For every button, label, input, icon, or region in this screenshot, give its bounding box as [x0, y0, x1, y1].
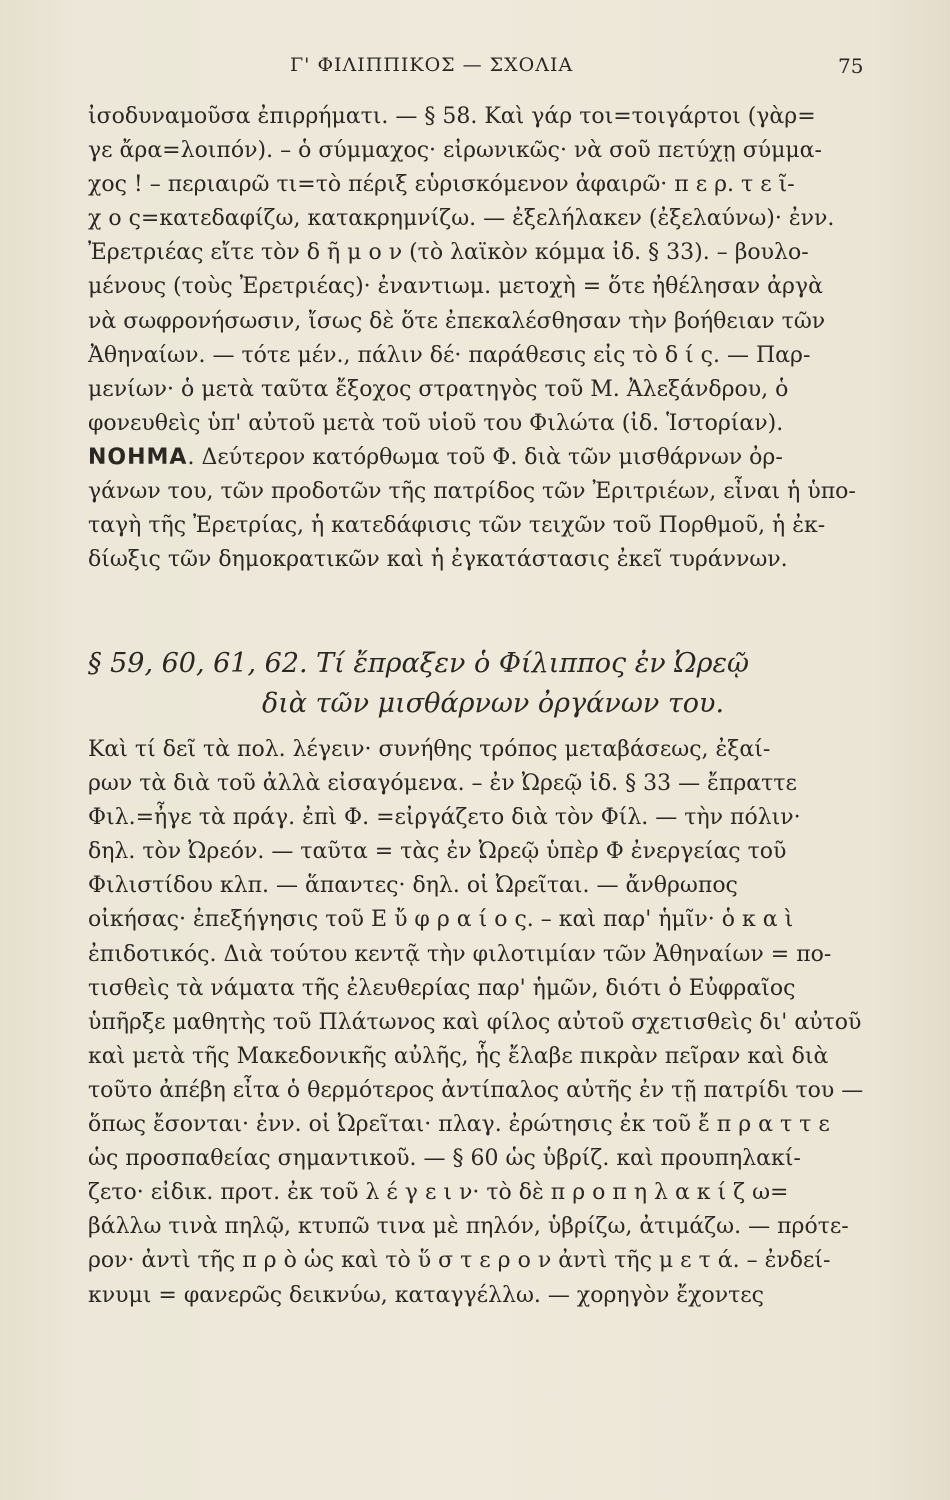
text-line: φονευθεὶς ὑπ' αὐτοῦ μετὰ τοῦ υἱοῦ του Φιλώτα (ἰδ. Ἱστορίαν). — [88, 410, 784, 436]
text-line: ἐπιδοτικός. Διὰ τούτου κεντᾷ τὴν φιλοτιμίαν τῶν Ἀθηναίων = πο- — [88, 941, 832, 967]
text-line: μενίων· ὁ μετὰ ταῦτα ἔξοχος στρατηγὸς τοῦ Μ. Ἀλεξάνδρου, ὁ — [88, 376, 789, 402]
text-line: μένους (τοὺς Ἐρετριέας)· ἐναντιωμ. μετοχὴ = ὅτε ἠθέλησαν ἀργὰ — [88, 274, 823, 300]
text-line: Καὶ τί δεῖ τὰ πολ. λέγειν· συνήθης τρόπος μεταβάσεως, ἐξαί- — [88, 737, 771, 762]
text-line: ὡς προσπαθείας σημαντικοῦ. — § 60 ὡς ὑβρίζ. καὶ προυπηλακί- — [88, 1146, 801, 1172]
text-line: Ἀθηναίων. — τότε μέν., πάλιν δέ· παράθεσις εἰς τὸ δ ί ς. — Παρ- — [88, 342, 811, 368]
text-line: οἰκήσας· ἐπεξήγησις τοῦ Ε ὔ φ ρ α ί ο ς. – καὶ παρ' ἡμῖν· ὁ κ α ὶ — [88, 907, 794, 933]
text-line: καὶ μετὰ τῆς Μακεδονικῆς αὐλῆς, ἧς ἔλαβε πικρὰν πεῖραν καὶ διὰ — [88, 1043, 829, 1069]
text-line: γε ἄρα=λοιπόν). – ὁ σύμμαχος· εἰρωνικῶς· νὰ σοῦ πετύχῃ σύμμα- — [88, 138, 822, 164]
running-title: Γ' ΦΙΛΙΠΠΙΚΟΣ — ΣΧΟΛΙΑ — [290, 54, 574, 76]
text-line: γάνων του, τῶν προδοτῶν τῆς πατρίδος τῶν Ἐριτριέων, εἶναι ἡ ὑπο- — [88, 479, 856, 505]
text-line: δίωξις τῶν δημοκρατικῶν καὶ ἡ ἐγκατάστασις ἐκεῖ τυράννων. — [88, 547, 788, 573]
commentary-block-2 — [88, 733, 868, 1313]
section-heading-line-1: § 59, 60, 61, 62. Τί ἔπραξεν ὁ Φίλιππος ἐν Ὠρεῷ — [88, 648, 749, 679]
text-line: χ ο ς=κατεδαφίζω, κατακρημνίζω. — ἐξελήλακεν (ἐξελαύνω)· ἐνν. — [88, 206, 835, 232]
text-line: Φιλ.=ἦγε τὰ πράγ. ἐπὶ Φ. =εἰργάζετο διὰ τὸν Φίλ. — τὴν πόλιν· — [88, 805, 801, 831]
text-line: δηλ. τὸν Ὠρεόν. — ταῦτα = τὰς ἐν Ὠρεῷ ὑπὲρ Φ ἐνεργείας τοῦ — [88, 839, 787, 865]
text-line: ἰσοδυναμοῦσα ἐπιρρήματι. — § 58. Καὶ γάρ τοι=τοιγάρτοι (γὰρ= — [88, 104, 816, 129]
text-line: τισθεὶς τὰ νάματα τῆς ἐλευθερίας παρ' ἡμῶν, διότι ὁ Εὐφραῖος — [88, 975, 796, 1001]
text-line: βάλλω τινὰ πηλῷ, κτυπῶ τινα μὲ πηλόν, ὑβρίζω, ἀτιμάζω. — πρότε- — [88, 1214, 849, 1240]
text-line: χος ! – περιαιρῶ τι=τὸ πέριξ εὑρισκόμενον ἀφαιρῶ· π ε ρ. τ ε ῖ- — [88, 172, 795, 198]
text-line: τοῦτο ἀπέβη εἶτα ὁ θερμότερος ἀντίπαλος αὐτῆς ἐν τῇ πατρίδι του — — [88, 1077, 864, 1103]
text-line: ὅπως ἔσονται· ἐνν. οἱ Ὠρεῖται· πλαγ. ἐρώτησις ἐκ τοῦ ἔ π ρ α τ τ ε — [88, 1112, 830, 1138]
text-line: ὑπῆρξε μαθητὴς τοῦ Πλάτωνος καὶ φίλος αὐτοῦ σχετισθεὶς δι' αὐτοῦ — [88, 1009, 862, 1035]
noima-first-line: . Δεύτερον κατόρθωμα τοῦ Φ. διὰ τῶν μισθάρνων ὀρ- — [187, 444, 783, 470]
text-line: Φιλιστίδου κλπ. — ἅπαντες· δηλ. οἱ Ὠρεῖται. — ἄνθρωπος — [88, 873, 738, 899]
commentary-block-1 — [88, 100, 868, 577]
text-line: νὰ σωφρονήσωσιν, ἴσως δὲ ὅτε ἐπεκαλέσθησαν τὴν βοήθειαν τῶν — [88, 308, 826, 334]
noima-label: ΝΟΗΜΑ — [88, 444, 188, 470]
text-line: ταγὴ τῆς Ἐρετρίας, ἡ κατεδάφισις τῶν τειχῶν τοῦ Πορθμοῦ, ἡ ἐκ- — [88, 513, 826, 539]
running-head — [0, 54, 950, 84]
page-number: 75 — [838, 54, 864, 78]
text-line: ρων τὰ διὰ τοῦ ἀλλὰ εἰσαγόμενα. – ἐν Ὠρεῷ ἰδ. § 33 — ἔπραττε — [88, 771, 797, 797]
text-line: κνυμι = φανερῶς δεικνύω, καταγγέλλω. — χορηγὸν ἔχοντες — [88, 1282, 764, 1308]
text-line: ζετο· εἰδικ. προτ. ἐκ τοῦ λ έ γ ε ι ν· τὸ δὲ π ρ ο π η λ α κ ί ζ ω= — [88, 1180, 789, 1206]
noima-paragraph — [88, 441, 868, 475]
text-line: Ἐρετριέας εἴτε τὸν δ ῆ μ ο ν (τὸ λαϊκὸν κόμμα ἰδ. § 33). – βουλο- — [88, 240, 809, 266]
section-heading-line-2: διὰ τῶν μισθάρνων ὀργάνων του. — [261, 688, 725, 719]
text-line: ρον· ἀντὶ τῆς π ρ ὸ ὡς καὶ τὸ ὕ σ τ ε ρ ο ν ἀντὶ τῆς μ ε τ ά. – ἐνδεί- — [88, 1248, 831, 1274]
section-heading — [88, 644, 868, 724]
